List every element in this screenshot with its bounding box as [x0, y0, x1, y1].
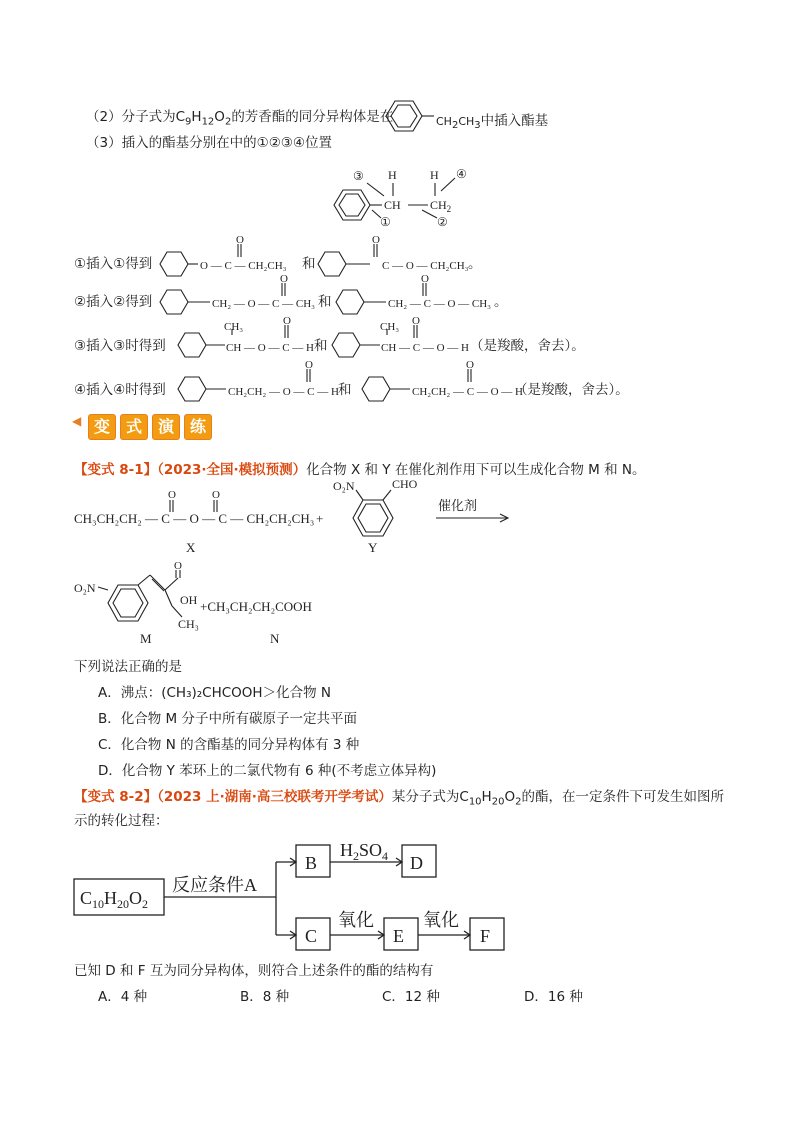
group-sub: 2 — [451, 120, 459, 132]
benzene-ring-icon — [336, 290, 364, 314]
banner-char: 练 — [184, 414, 212, 440]
compound-x-formula: CH₃CH₂CH₂ — C — O — C — CH₂CH₂CH₃ — [74, 511, 315, 526]
carbonyl-o: O — [174, 560, 182, 572]
formula-sub: 10 — [468, 796, 482, 808]
benzene-ring-icon — [160, 252, 188, 276]
q81-option-b[interactable]: B．化合物 M 分子中所有碳原子一定共平面 — [98, 711, 357, 727]
reaction-condition-a: 反应条件A — [172, 875, 257, 895]
q82-option-a[interactable]: A．4 种 — [98, 989, 148, 1005]
intro-line-3: （3）插入的酯基分别在中的①②③④位置 — [86, 135, 332, 151]
benzene-ring-icon — [362, 377, 390, 401]
position-diagram — [334, 167, 467, 229]
banner-char: 演 — [152, 414, 180, 440]
q82-option-c[interactable]: C．12 种 — [382, 989, 440, 1005]
benzene-ring-icon — [178, 377, 206, 401]
position-3-marker: ③ — [353, 169, 364, 183]
ch2-group: $CH_2$ — [430, 198, 452, 214]
oxidation-label-2: 氧化 — [423, 910, 459, 930]
label-y: Y — [368, 540, 378, 555]
methyl-group: CH₃ — [178, 617, 199, 631]
label-n: N — [270, 631, 280, 646]
benzene-ring-icon — [108, 585, 148, 621]
case-3-product-a: CH — O — C — H — [226, 342, 315, 354]
case-4-product-b: CH₂CH₂ — C — O — H — [412, 386, 523, 398]
flow-start-formula: $C_{10}H_{20}O_2$ — [80, 888, 149, 911]
position-1-marker: ① — [380, 215, 391, 229]
carbonyl-o: O — [168, 489, 176, 501]
case-1-and: 和 — [302, 256, 316, 272]
formula-sub: 20 — [491, 796, 505, 808]
carbonyl-o: O — [280, 273, 288, 285]
banner-char: 式 — [120, 414, 148, 440]
q82-stem-line-2: 示的转化过程： — [74, 813, 169, 829]
aldehyde-group: CHO — [392, 477, 418, 491]
q81-option-a[interactable]: A．沸点：(CH₃)₂CHCOOH＞化合物 N — [98, 685, 331, 701]
case-2-label: ②插入②得到 — [74, 294, 153, 310]
formula-sub: 2 — [224, 116, 232, 128]
case-2-end: 。 — [494, 294, 508, 310]
q82-known: 已知 D 和 F 互为同分异构体，则符合上述条件的酯的结构有 — [74, 963, 434, 979]
q81-ask: 下列说法正确的是 — [74, 659, 182, 675]
benzene-ring-icon — [332, 333, 360, 357]
ch-group: CH — [384, 198, 401, 212]
ring-inner — [113, 589, 143, 617]
formula-part: O — [214, 109, 225, 125]
q82-source: （2023 上·湖南·高三校联考开学考试） — [157, 789, 392, 805]
q81-option-c[interactable]: C．化合物 N 的含酯基的同分异构体有 3 种 — [98, 737, 360, 753]
carbonyl-o: O — [372, 234, 380, 246]
benzene-ring-icon — [386, 101, 434, 131]
label-c: C — [305, 926, 318, 946]
label-d: D — [410, 853, 423, 873]
h-atom: H — [388, 168, 397, 182]
formula-part: O — [504, 789, 516, 805]
formula-sub: 9 — [185, 116, 192, 128]
plus-sign: + — [316, 511, 324, 526]
q82-option-b[interactable]: B．8 种 — [240, 989, 290, 1005]
carbonyl-o: O — [212, 489, 220, 501]
carbonyl-o: O — [412, 315, 420, 327]
ring-inner — [358, 504, 388, 532]
carbonyl-o: O — [466, 359, 474, 371]
intro-l2-prefix: （2）分子式为 — [86, 109, 176, 125]
group-part: CH — [458, 115, 475, 128]
position-4-marker: ④ — [456, 167, 467, 181]
case-4-end: （是羧酸，舍去）。 — [514, 382, 629, 398]
h2so4-label: $H_2SO_4$ — [340, 840, 389, 863]
intro-l2-mid: 的芳香酯的同分异构体是在 — [231, 109, 394, 125]
case-2-product-b: CH₂ — C — O — CH₃ — [388, 298, 492, 310]
case-4-label: ④插入④时得到 — [74, 382, 166, 398]
oxidation-label-1: 氧化 — [338, 910, 374, 930]
formula-part: H — [481, 789, 492, 805]
case-1-product-b: C — O — CH₂CH₃ — [382, 260, 469, 272]
methyl-group: CH₃ — [224, 321, 244, 333]
case-1-end: 。 — [468, 256, 482, 272]
banner-char: 变 — [88, 414, 116, 440]
group-sub: 3 — [474, 120, 481, 132]
intro-l2-suffix: 中插入酯基 — [480, 113, 549, 129]
case-1-label: ①插入①得到 — [74, 256, 153, 272]
hydroxyl-group: OH — [180, 593, 198, 607]
compound-n-formula: +CH₃CH₂CH₂COOH — [200, 599, 312, 614]
formula-part: H — [191, 109, 202, 125]
case-4-and: 和 — [338, 382, 352, 398]
variant-practice-banner — [88, 414, 216, 444]
benzene-ring-icon — [318, 252, 346, 276]
label-x: X — [186, 540, 196, 555]
formula-sub: 2 — [515, 796, 522, 808]
position-2-marker: ② — [437, 215, 448, 229]
q81-option-d[interactable]: D．化合物 Y 苯环上的二氯代物有 6 种(不考虑立体异构) — [98, 763, 437, 779]
label-e: E — [393, 926, 404, 946]
nitro-group: O₂N — [333, 479, 355, 493]
carbonyl-o: O — [236, 234, 244, 246]
formula-part: C — [175, 109, 186, 125]
catalyst-label: 催化剂 — [438, 498, 478, 513]
q81-stem — [74, 461, 645, 479]
case-1-product-a: O — C — CH₂CH₃ — [200, 260, 287, 272]
q81-tag: 【变式 8-1】 — [74, 462, 158, 478]
carbonyl-o: O — [421, 273, 429, 285]
group-part: CH — [436, 115, 452, 128]
q82-stem — [74, 788, 724, 812]
q81-source: （2023·全国·模拟预测） — [157, 462, 307, 478]
case-3-and: 和 — [314, 338, 328, 354]
case-2-product-a: CH₂ — O — C — CH₃ — [212, 298, 316, 310]
case-3-product-b: CH — C — O — H — [381, 342, 470, 354]
carbonyl-o: O — [305, 359, 313, 371]
q82-option-d[interactable]: D．16 种 — [524, 989, 583, 1005]
q82-stem-post: 的酯，在一定条件下可发生如图所 — [521, 789, 724, 805]
q82-tag: 【变式 8-2】 — [74, 789, 158, 805]
case-3-end: （是羧酸，舍去）。 — [470, 338, 585, 354]
q81-stem-text: 化合物 X 和 Y 在催化剂作用下可以生成化合物 M 和 N。 — [306, 462, 646, 478]
q82-stem-pre: 某分子式为 — [391, 789, 460, 805]
label-f: F — [480, 926, 491, 946]
benzene-ring-icon — [353, 500, 393, 536]
case-4-product-a: CH₂CH₂ — O — C — H — [228, 386, 339, 398]
methyl-group: CH₃ — [380, 321, 400, 333]
benzene-ring-icon — [160, 290, 188, 314]
h-atom: H — [430, 168, 439, 182]
speaker-icon: ◀ — [72, 414, 82, 428]
label-b: B — [305, 853, 318, 873]
formula-part: C — [459, 789, 469, 805]
nitro-group: O₂N — [74, 581, 96, 595]
benzene-ring-icon — [178, 333, 206, 357]
c10h20o2-formula — [459, 789, 522, 808]
carbonyl-o: O — [283, 315, 291, 327]
case-3-label: ③插入③时得到 — [74, 338, 166, 354]
label-m: M — [140, 631, 152, 646]
case-2-and: 和 — [318, 294, 332, 310]
formula-sub: 12 — [201, 116, 215, 128]
